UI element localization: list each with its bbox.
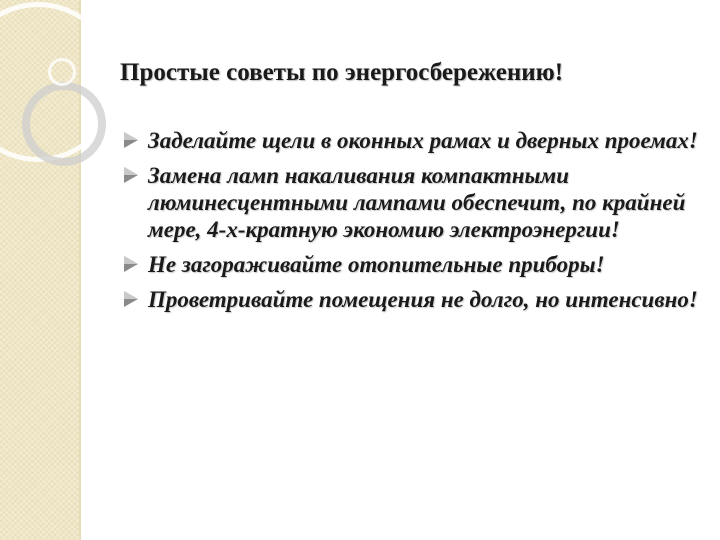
tip-text: Замена ламп накаливания компактными люминесцентными лампами обеспечит, по крайней мере, 4-х-кратную экономию электроэнергии! — [148, 163, 686, 242]
tips-list — [122, 127, 707, 321]
tip-item — [122, 251, 707, 278]
slide-title: Простые советы по энергосбережению! — [120, 59, 564, 86]
decorative-ring-small — [48, 58, 76, 86]
decorative-ring-medium — [22, 82, 106, 166]
tip-text: Проветривайте помещения не долго, но интенсивно! — [148, 287, 698, 312]
tip-text: Заделайте щели в оконных рамах и дверных проемах! — [148, 128, 698, 153]
tip-item — [122, 286, 707, 313]
arrow-bullet-icon — [124, 167, 138, 183]
arrow-bullet-icon — [124, 291, 138, 307]
tip-text: Не загораживайте отопительные приборы! — [148, 252, 605, 277]
tip-item — [122, 127, 707, 154]
tip-item — [122, 162, 707, 243]
arrow-bullet-icon — [124, 132, 138, 148]
arrow-bullet-icon — [124, 256, 138, 272]
